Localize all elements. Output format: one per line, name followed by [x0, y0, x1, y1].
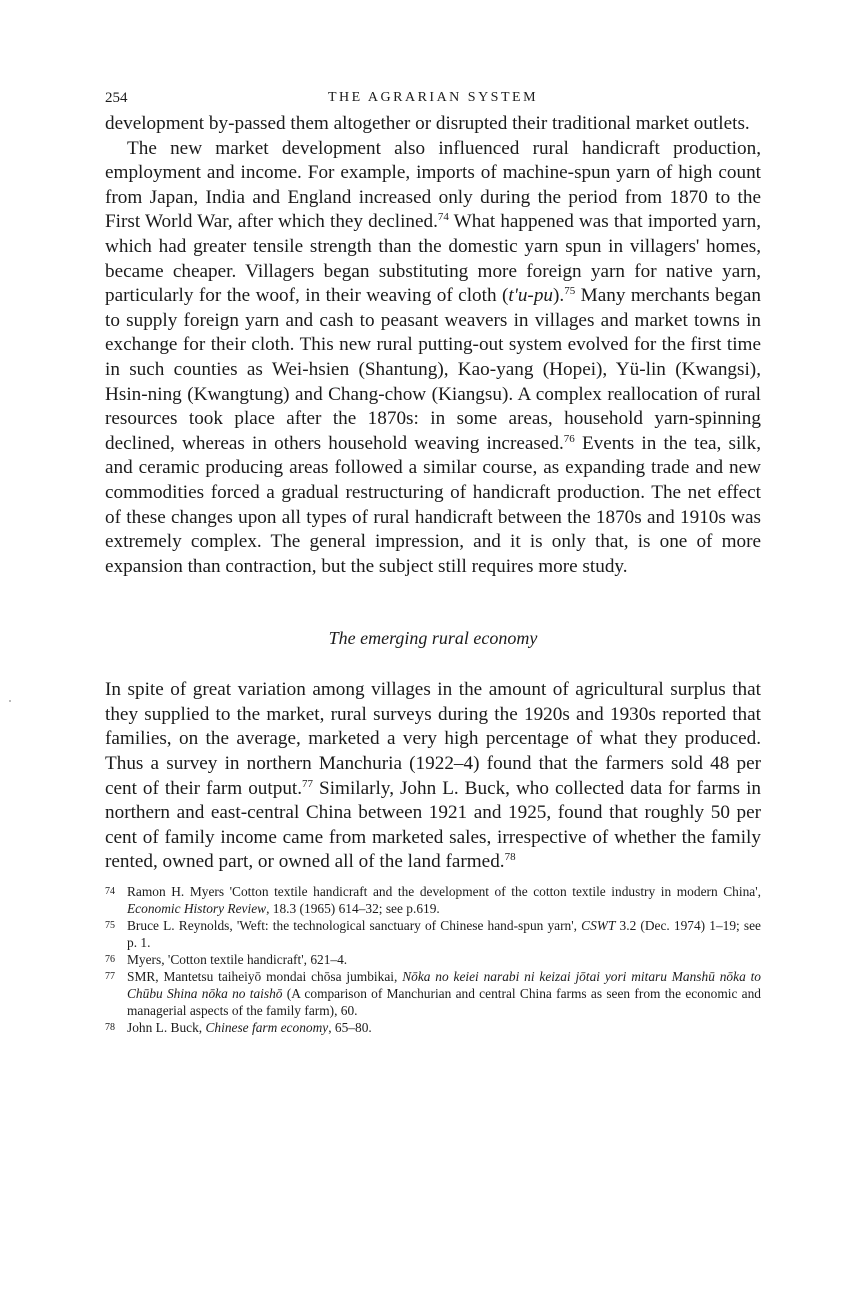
- body-text-top: [105, 112, 761, 579]
- footnote-75: [105, 917, 761, 951]
- footnote-text: , 65–80.: [328, 1020, 372, 1036]
- footnote-title: Nōka no keiei narabi ni keizai jōtai yori mitaru Manshū nōka to Chūbu Shina nōka no taishō: [127, 969, 762, 1002]
- page-number: 254: [105, 90, 128, 106]
- footnote-number: 77: [105, 971, 115, 983]
- footnote-ref-78[interactable]: 78: [504, 851, 516, 864]
- text-run: In spite of great variation among villages in the amount of agricultural surplus that they supplied to the market, rural surveys during the 1920s and 1930s reported that families, on the average, marketed a very high percentage of what they produced. Thus a survey in northern Manchuria (1922–4) found that the farmers sold 48 per cent of their farm output.: [105, 679, 761, 799]
- footnote-number: 75: [105, 920, 115, 932]
- footnote-74: [105, 883, 761, 917]
- section-heading: The emerging rural economy: [328, 628, 538, 649]
- running-head: [105, 90, 761, 112]
- footnote-78: [105, 1019, 761, 1036]
- footnote-number: 76: [105, 954, 115, 966]
- term-tu-pu: t'u-pu: [508, 285, 554, 307]
- footnote-ref-77[interactable]: 77: [302, 777, 314, 790]
- footnote-number: 74: [105, 886, 115, 898]
- paragraph-handicraft: [105, 137, 761, 580]
- footnotes: [105, 883, 761, 1036]
- footnote-77: [105, 968, 761, 1019]
- text-run: Many merchants began to supply foreign yarn and cash to peasant weavers in villages and market towns in exchange for their cloth. This new rural putting-out system evolved for the first time in such counties as Wei-hsien (Shantung), Kao-yang (Hopei), Yü-lin (Kwangsi), Hsin-ning (Kwangtung) and Chang-chow (Kiangsu). A complex reallocation of rural resources took place after the 1870s: in some areas, household yarn-spinning declined, whereas in others household weaving increased.: [105, 285, 761, 454]
- text-run: Similarly, John L. Buck, who collected data for farms in northern and east-central China between 1921 and 1925, found that roughly 50 per cent of family income came from marketed sales, irrespective of whether the family rented, owned part, or owned all of the land farmed.: [105, 777, 762, 873]
- footnote-text: John L. Buck,: [127, 1020, 206, 1036]
- footnote-text: Ramon H. Myers 'Cotton textile handicraft and the development of the cotton textile industry in modern China',: [127, 884, 761, 900]
- footnote-ref-75[interactable]: 75: [564, 285, 576, 298]
- footnote-title: CSWT: [581, 918, 616, 934]
- footnote-title: Economic History Review: [127, 901, 267, 917]
- text-run: Events in the tea, silk, and ceramic producing areas followed a similar course, as expanding trade and new commodities forced a gradual restructuring of handicraft production. The net effect of these changes upon all types of rural handicraft between the 1870s and 1910s was extremely complex. The general impression, and it is only that, is one of more expansion than contraction, but the subject still requires more study.: [105, 432, 761, 577]
- running-title: THE AGRARIAN SYSTEM: [327, 90, 539, 105]
- book-page: [105, 90, 761, 1036]
- footnote-text: , 18.3 (1965) 614–32; see p.619.: [266, 901, 440, 917]
- text-run: The new market development also influenced rural handicraft production, employment and income. For example, imports of machine-spun yarn of high count from Japan, India and England increased only during the period from 1870 to the First World War, after which they declined.: [105, 137, 761, 233]
- footnote-title: Chinese farm economy: [205, 1020, 329, 1036]
- text-run: What happened was that imported yarn, which had greater tensile strength than the domestic yarn spun in villagers' homes, became cheaper. Villagers began substituting more foreign yarn for native yarn, particularly for the woof, in their weaving of cloth (: [105, 211, 761, 307]
- scan-speck: [9, 700, 11, 702]
- paragraph-continuation: development by-passed them altogether or disrupted their traditional market outlets.: [105, 113, 750, 134]
- paragraph-rural-economy: [105, 678, 761, 875]
- footnote-76: [105, 951, 761, 968]
- footnote-text: (A comparison of Manchurian and central China farms as seen from the economic and managerial aspects of the family farm), 60.: [127, 986, 762, 1019]
- footnote-text: SMR, Mantetsu taiheiyō mondai chōsa jumbikai,: [127, 969, 403, 985]
- text-run: ).: [553, 285, 565, 307]
- footnote-ref-74[interactable]: 74: [437, 211, 449, 224]
- footnote-ref-76[interactable]: 76: [563, 432, 575, 445]
- footnote-text: Bruce L. Reynolds, 'Weft: the technological sanctuary of Chinese hand-spun yarn',: [127, 918, 582, 934]
- footnote-text: Myers, 'Cotton textile handicraft', 621–4.: [127, 952, 348, 968]
- footnote-text: 3.2 (Dec. 1974) 1–19; see p. 1.: [127, 918, 761, 951]
- body-text-section: [105, 678, 761, 875]
- footnote-number: 78: [105, 1022, 115, 1034]
